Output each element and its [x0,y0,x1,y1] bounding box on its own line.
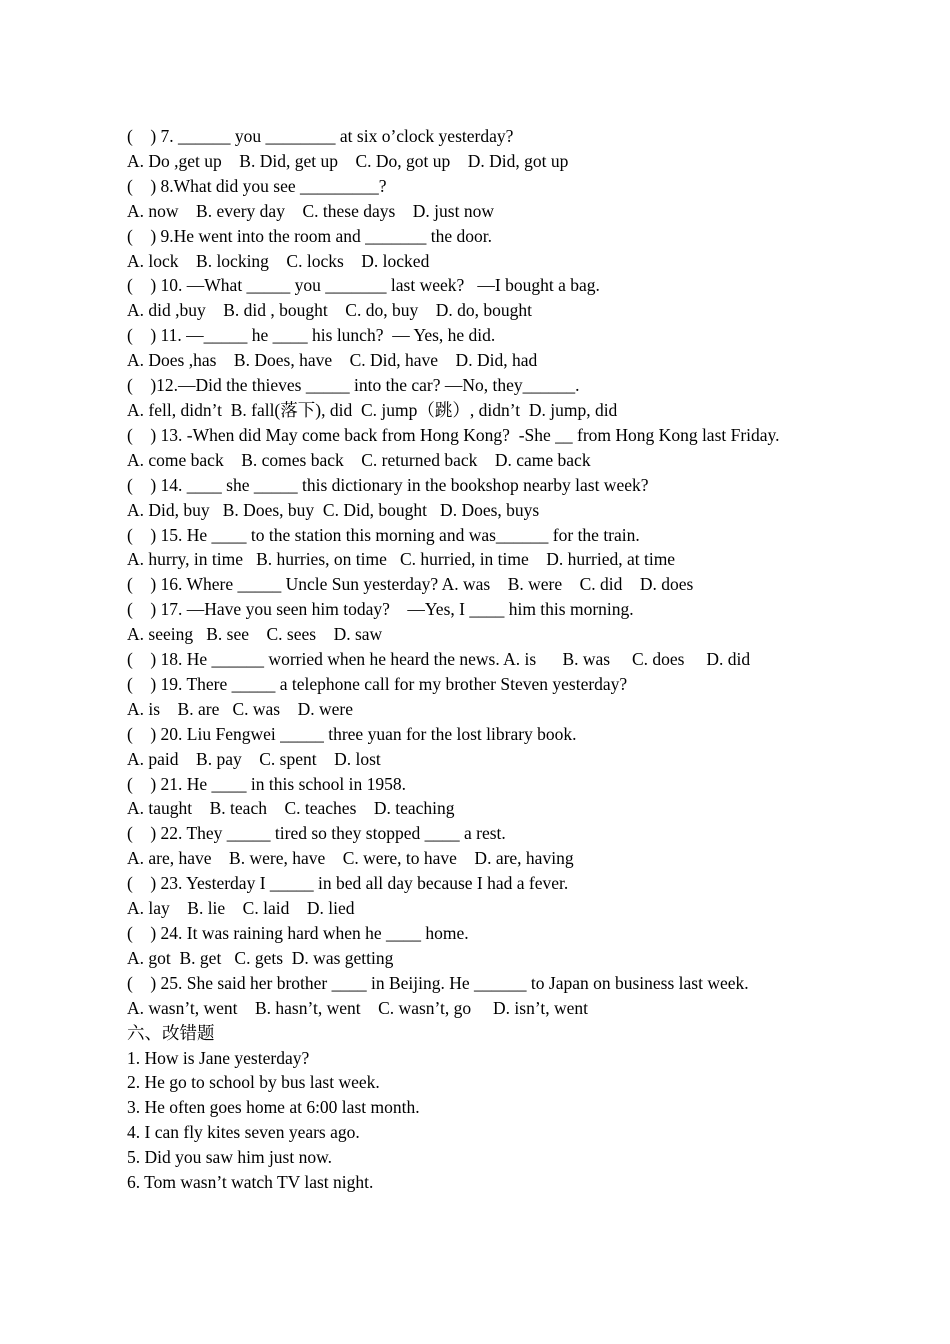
question-21: ( ) 21. He ____ in this school in 1958. [127,773,407,794]
question-12: ( )12.—Did the thieves _____ into the car? —No, they______. [127,375,580,396]
options-8: A. now B. every day C. these days D. just now [127,200,494,221]
options-23: A. lay B. lie C. laid D. lied [127,898,355,919]
options-17: A. seeing B. see C. sees D. saw [127,624,383,645]
options-7: A. Do ,get up B. Did, get up C. Do, got up D. Did, got up [127,150,569,171]
question-11: ( ) 11. —_____ he ____ his lunch? — Yes, he did. [127,325,496,346]
options-25: A. wasn’t, went B. hasn’t, went C. wasn’t, go D. isn’t, went [127,997,588,1018]
worksheet-page [127,124,827,1195]
options-15: A. hurry, in time B. hurries, on time C. hurried, in time D. hurried, at time [127,549,676,570]
question-10: ( ) 10. —What _____ you _______ last week? —I bought a bag. [127,275,600,296]
question-24: ( ) 24. It was raining hard when he ____ home. [127,923,469,943]
options-11: A. Does ,has B. Does, have C. Did, have D. Did, had [127,350,538,371]
options-10: A. did ,buy B. did , bought C. do, buy D. do, bought [127,300,532,321]
section-heading: 六、改错题 [127,1022,215,1043]
options-22: A. are, have B. were, have C. were, to have D. are, having [127,848,574,869]
options-20: A. paid B. pay C. spent D. lost [127,748,381,769]
question-15: ( ) 15. He ____ to the station this morning and was______ for the train. [127,524,640,545]
options-9: A. lock B. locking C. locks D. locked [127,250,430,271]
question-19: ( ) 19. There _____ a telephone call for my brother Steven yesterday? [127,673,628,694]
question-8: ( ) 8.What did you see _________? [127,175,387,196]
question-22: ( ) 22. They _____ tired so they stopped ____ a rest. [127,823,506,844]
question-23: ( ) 23. Yesterday I _____ in bed all day because I had a fever. [127,873,569,894]
question-20: ( ) 20. Liu Fengwei _____ three yuan for the lost library book. [127,723,577,744]
correction-1: 1. How is Jane yesterday? [127,1047,310,1068]
question-16: ( ) 16. Where _____ Uncle Sun yesterday? A. was B. were C. did D. does [127,574,694,595]
question-13: ( ) 13. -When did May come back from Hong Kong? -She __ from Hong Kong last Friday. [127,424,780,445]
options-24: A. got B. get C. gets D. was getting [127,947,394,968]
question-7: ( ) 7. ______ you ________ at six o’clock yesterday? [127,126,514,146]
correction-4: 4. I can fly kites seven years ago. [127,1122,360,1143]
options-12: A. fell, didn’t B. fall(落下), did C. jump（跳）, didn’t D. jump, did [127,399,618,420]
question-17: ( ) 17. —Have you seen him today? —Yes, I ____ him this morning. [127,599,634,620]
correction-3: 3. He often goes home at 6:00 last month. [127,1097,420,1118]
options-13: A. come back B. comes back C. returned back D. came back [127,449,591,470]
question-9: ( ) 9.He went into the room and _______ the door. [127,225,493,246]
correction-6: 6. Tom wasn’t watch TV last night. [127,1172,374,1193]
correction-5: 5. Did you saw him just now. [127,1147,332,1168]
options-14: A. Did, buy B. Does, buy C. Did, bought D. Does, buys [127,499,540,520]
options-19: A. is B. are C. was D. were [127,698,353,719]
question-14: ( ) 14. ____ she _____ this dictionary in the bookshop nearby last week? [127,474,649,495]
question-25: ( ) 25. She said her brother ____ in Beijing. He ______ to Japan on business last week. [127,972,749,993]
correction-2: 2. He go to school by bus last week. [127,1072,380,1093]
options-21: A. taught B. teach C. teaches D. teaching [127,798,455,819]
question-18: ( ) 18. He ______ worried when he heard the news. A. is B. was C. does D. did [127,649,751,670]
